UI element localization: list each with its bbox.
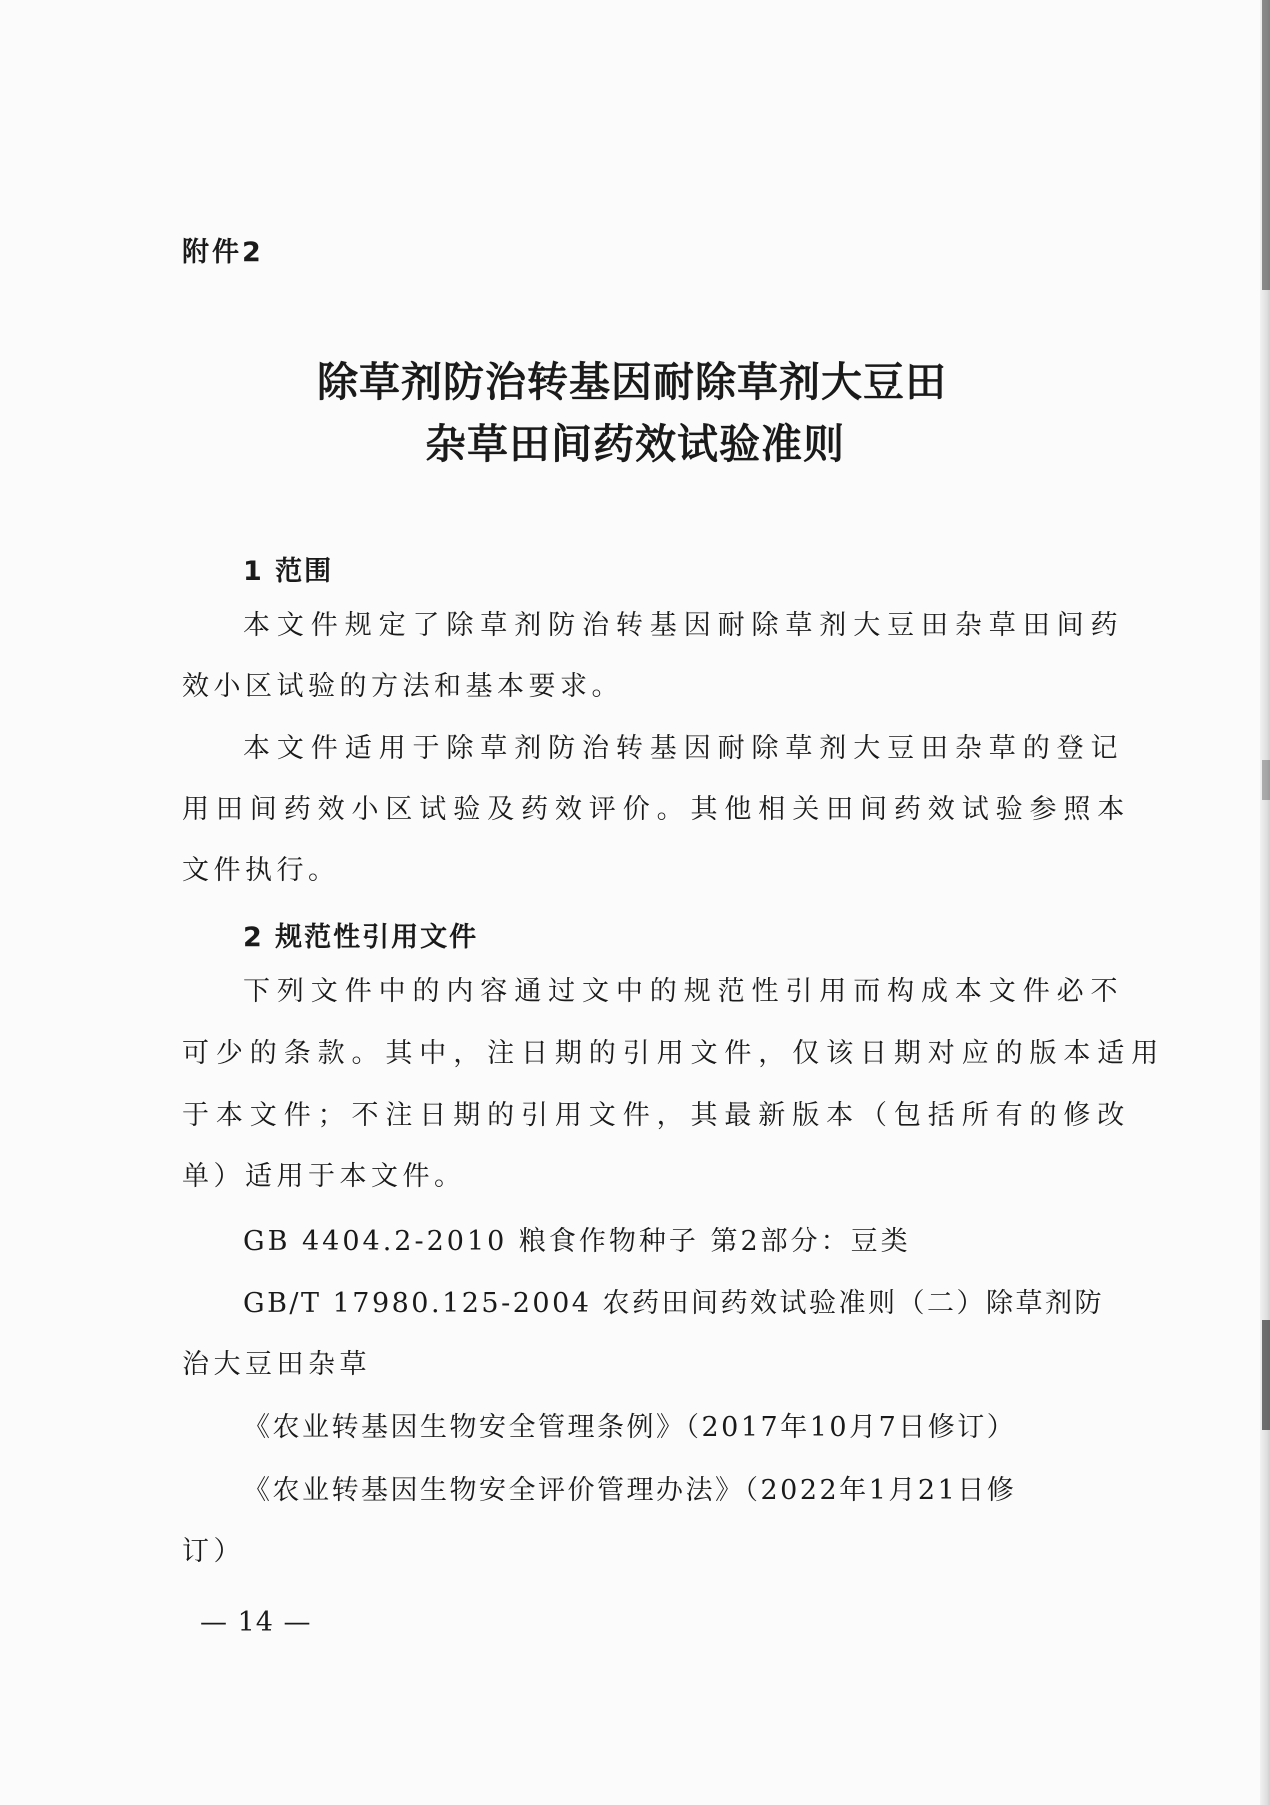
paragraph-line: 可少的条款。其中，注日期的引用文件，仅该日期对应的版本适用 [182,1038,1166,1069]
reference-item: 《农业转基因生物安全管理条例》（2017年10月7日修订） [243,1412,1017,1443]
paragraph-line: 文件执行。 [182,855,340,886]
scan-edge-mark [1262,760,1270,800]
attachment-label: 附件2 [182,237,264,268]
paragraph-line: 本文件规定了除草剂防治转基因耐除草剂大豆田杂草田间药 [243,610,1125,641]
paragraph-line: 本文件适用于除草剂防治转基因耐除草剂大豆田杂草的登记 [243,733,1125,764]
paragraph-line: 用田间药效小区试验及药效评价。其他相关田间药效试验参照本 [182,794,1132,825]
scan-edge-mark [1262,1320,1270,1430]
reference-item: GB 4404.2-2010 粮食作物种子 第2部分：豆类 [243,1226,911,1257]
paragraph-line: 效小区试验的方法和基本要求。 [182,671,623,702]
page-number: — 14 — [200,1607,312,1638]
reference-item-continuation: 治大豆田杂草 [182,1349,371,1380]
paragraph-line: 单）适用于本文件。 [182,1161,466,1192]
paragraph-line: 下列文件中的内容通过文中的规范性引用而构成本文件必不 [243,976,1125,1007]
section-heading-scope: 1 范围 [243,556,334,587]
scan-edge-mark [1262,0,1270,290]
reference-item: 《农业转基因生物安全评价管理办法》（2022年1月21日修 [243,1475,1017,1506]
reference-item: GB/T 17980.125-2004 农药田间药效试验准则（二）除草剂防 [243,1288,1105,1319]
section-heading-normative-references: 2 规范性引用文件 [243,922,479,953]
reference-item-continuation: 订） [182,1536,245,1567]
paragraph-line: 于本文件；不注日期的引用文件，其最新版本（包括所有的修改 [182,1100,1132,1131]
document-title-line-1: 除草剂防治转基因耐除草剂大豆田 [317,358,947,406]
document-title-line-2: 杂草田间药效试验准则 [425,420,845,468]
